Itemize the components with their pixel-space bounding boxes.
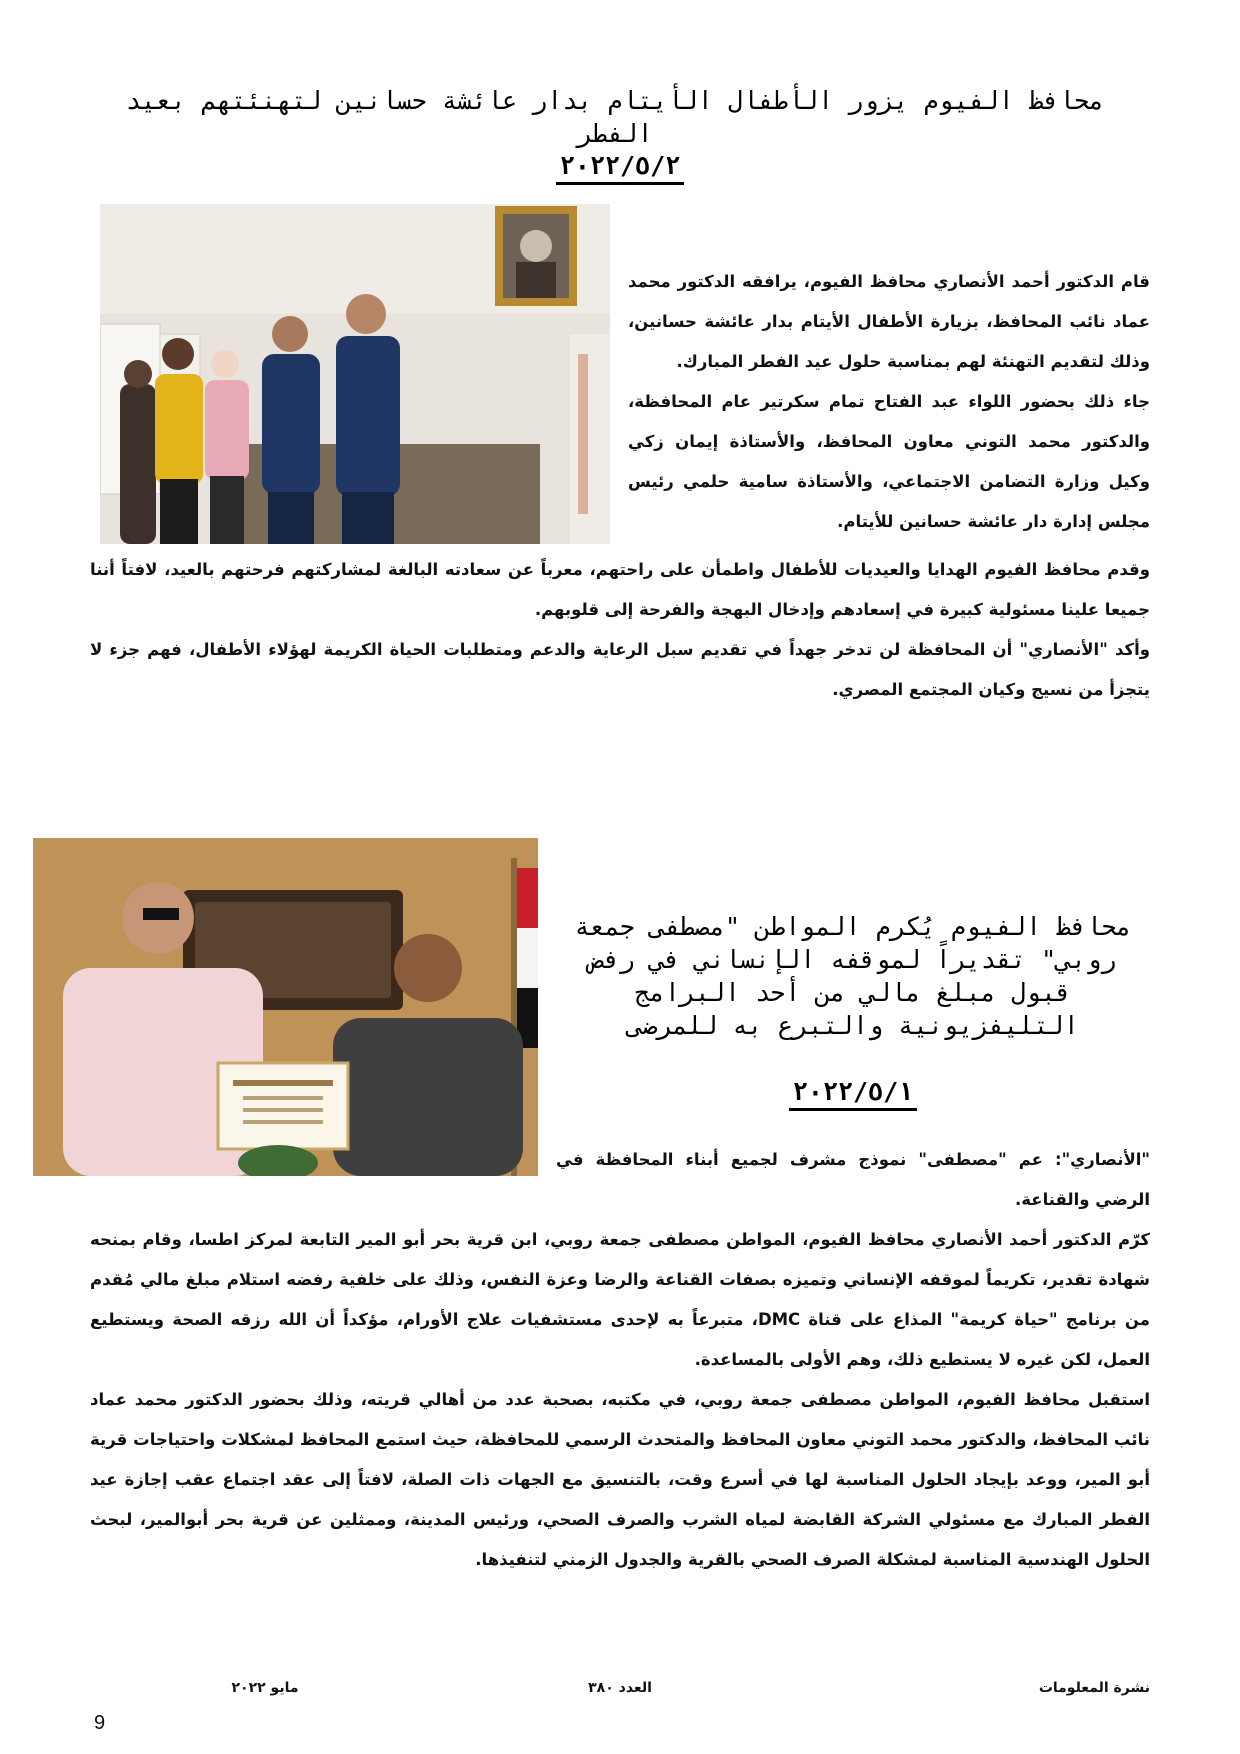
article2-paragraph-1: "الأنصاري": عم "مصطفى" نموذج مشرف لجميع أبناء المحافظة في الرضي والقناعة. [556, 1150, 1150, 1209]
article2-paragraph-2: كرّم الدكتور أحمد الأنصاري محافظ الفيوم، المواطن مصطفى جمعة روبي، ابن قرية بحر أبو المير التابعة لمركز اطسا، وقام بمنحه شهادة تقدير، تكريماً لموقفه الإنساني وتميزه بصفات القناعة والرضا وعزة النفس، وذلك على خلفية رفضه استلام مبلغ مالي مُقدم من برنامج "حياة كريمة" المذاع على قناة DMC، متبرعاً به لإحدى مستشفيات علاج الأورام، مؤكداً أن الله رزقه الصحة ويستطيع العمل، لكن غيره لا يستطيع ذلك، وهم الأولى بالمساعدة. [90, 1230, 1150, 1369]
footer-issue: العدد ٣٨٠ [588, 1680, 652, 1696]
article2-photo-certificate [33, 838, 538, 1176]
page-number: 9 [94, 1712, 106, 1734]
article1-paragraph-4: وأكد "الأنصاري" أن المحافظة لن تدخر جهداً في تقديم سبل الرعاية والدعم ومتطلبات الحياة الكريمة لهؤلاء الأطفال، فهم جزء لا يتجزأ من نسيج وكيان المجتمع المصري. [90, 640, 1150, 699]
article2-date-wrap [778, 1076, 928, 1108]
article1-paragraph-3: وقدم محافظ الفيوم الهدايا والعيديات للأطفال واطمأن على راحتهم، معرباً عن سعادته البالغة لمشاركتهم فرحتهم بالعيد، لافتاً أننا جميعا علينا مسئولية كبيرة في إسعادهم وإدخال البهجة والفرحة إلى قلوبهم. [90, 560, 1150, 619]
article2-title: محافظ الفيوم يُكرم المواطن "مصطفى جمعة روبي" تقديراً لموقفه الإنساني في رفض قبول مبلغ مالي من أحد البرامج التليفزيونية والتبرع به للمرضى [574, 912, 1132, 1040]
footer-month: مايو ٢٠٢٢ [231, 1680, 299, 1696]
article1-title: محافظ الفيوم يزور الأطفال الأيتام بدار عائشة حسانين لتهنئتهم بعيد الفطر [125, 86, 1105, 148]
footer-publication: نشرة المعلومات [1038, 1680, 1150, 1696]
article1-date-wrap [0, 150, 1240, 182]
article1-paragraph-1: قام الدكتور أحمد الأنصاري محافظ الفيوم، يرافقه الدكتور محمد عماد نائب المحافظ، بزيارة الأطفال الأيتام بدار عائشة حسانين، وذلك لتقديم التهنئة لهم بمناسبة حلول عيد الفطر المبارك. [628, 272, 1150, 371]
article1-paragraph-2: جاء ذلك بحضور اللواء عبد الفتاح تمام سكرتير عام المحافظة، والدكتور محمد التوني معاون المحافظ، والأستاذة إيمان زكي وكيل وزارة التضامن الاجتماعي، والأستاذة سامية حلمي رئيس مجلس إدارة دار عائشة حسانين للأيتام. [628, 392, 1150, 531]
article1-photo-governor-visit [100, 204, 610, 544]
article2-date: ٢٠٢٢/٥/١ [789, 1077, 917, 1111]
article1-date: ٢٠٢٢/٥/٢ [556, 151, 684, 185]
article2-paragraph-3: استقبل محافظ الفيوم، المواطن مصطفى جمعة روبي، في مكتبه، بصحبة عدد من أهالي قريته، وذلك بحضور الدكتور محمد عماد نائب المحافظ، والدكتور محمد التوني معاون المحافظ والمتحدث الرسمي للمحافظة، حيث استمع المحافظ لمشكلات واحتياجات قرية أبو المير، ووعد بإيجاد الحلول المناسبة لها في أسرع وقت، بالتنسيق مع الجهات ذات الصلة، لافتاً إلى عقد اجتماع عقب إجازة عيد الفطر المبارك مع مسئولي الشركة القابضة لمياه الشرب والصرف الصحي، ورئيس المدينة، وممثلين عن قرية بحر أبوالمير، لبحث الحلول الهندسية المناسبة لمشكلة الصرف الصحي بالقرية والجدول الزمني لتنفيذها. [90, 1390, 1150, 1569]
